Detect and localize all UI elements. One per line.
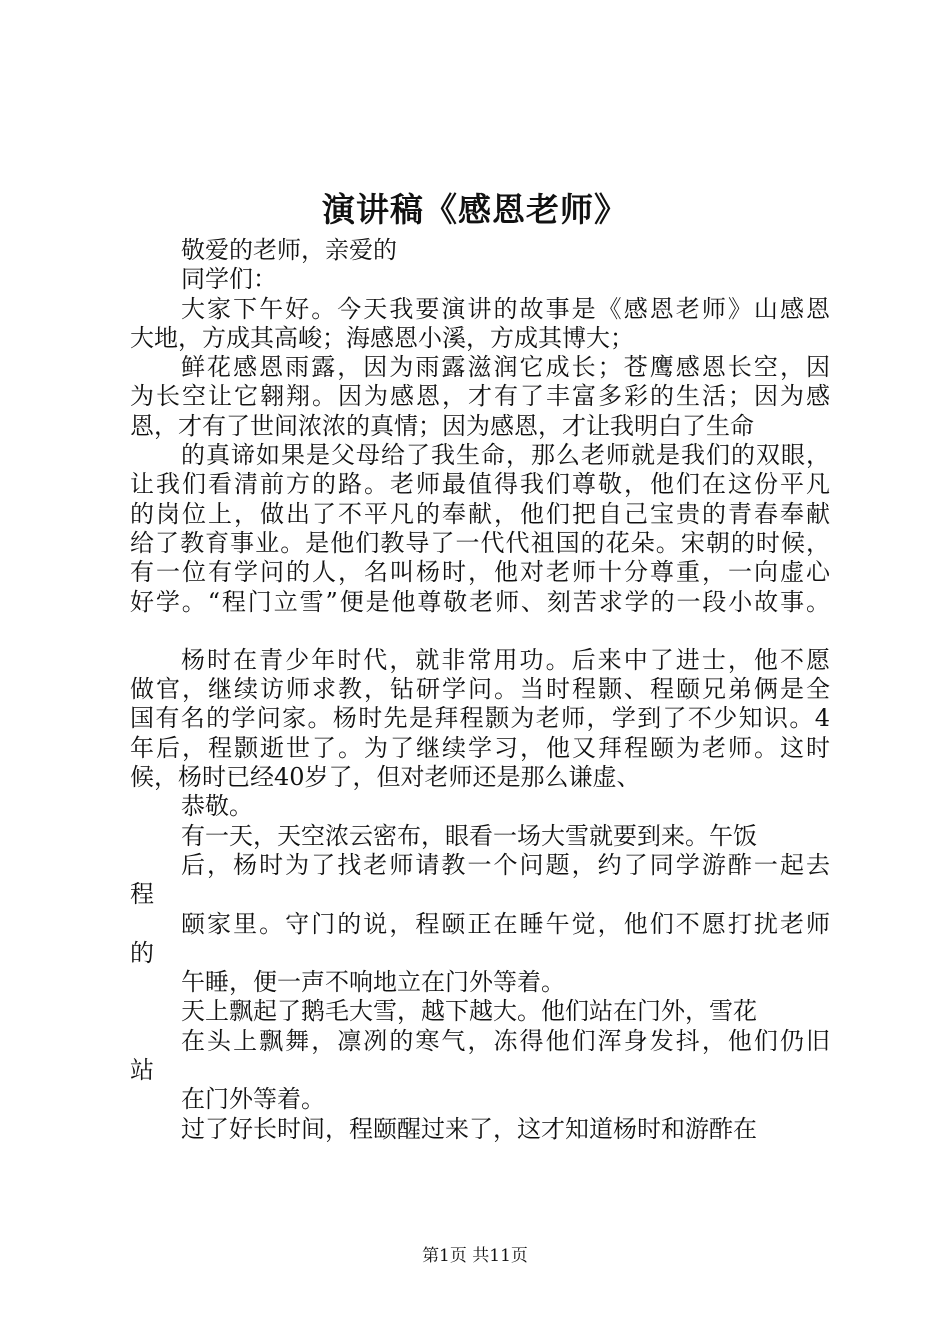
text-line: 午睡，便一声不响地立在门外等着。 — [181, 968, 565, 997]
text-line: 年后，程颢逝世了。为了继续学习，他又拜程颐为老师。这时 — [130, 733, 830, 762]
text-line: 程 — [130, 880, 154, 909]
text-line: 的真谛如果是父母给了我生命，那么老师就是我们的双眼， — [181, 441, 830, 470]
text-line: 鲜花感恩雨露，因为雨露滋润它成长；苍鹰感恩长空，因 — [181, 353, 830, 382]
text-line: 杨时在青少年时代，就非常用功。后来中了进士，他不愿 — [181, 645, 830, 674]
blank-line — [130, 617, 830, 646]
text-line: 站 — [130, 1056, 154, 1085]
text-line: 的 — [130, 938, 154, 967]
text-line: 恩，才有了世间浓浓的真情；因为感恩，才让我明白了生命 — [130, 411, 754, 440]
text-line: 好学。“程门立雪”便是他尊敬老师、刻苦求学的一段小故事。 — [130, 587, 830, 616]
text-line: 国有名的学问家。杨时先是拜程颢为老师，学到了不少知识。4 — [130, 704, 830, 733]
text-line: 恭敬。 — [181, 792, 253, 821]
text-line: 为长空让它翱翔。因为感恩，才有了丰富多彩的生活；因为感 — [130, 382, 830, 411]
page-footer: 第1页 共11页 — [422, 1246, 528, 1266]
text-line: 做官，继续访师求教，钻研学问。当时程颢、程颐兄弟俩是全 — [130, 675, 830, 704]
text-line: 有一天，天空浓云密布，眼看一场大雪就要到来。午饭 — [181, 821, 757, 850]
document-title: 演讲稿《感恩老师》 — [322, 190, 628, 229]
text-line: 给了教育事业。是他们教导了一代代祖国的花朵。宋朝的时候， — [130, 528, 830, 557]
document-body — [130, 236, 830, 1144]
text-line: 大地，方成其高峻；海感恩小溪，方成其博大； — [130, 323, 634, 352]
text-line: 让我们看清前方的路。老师最值得我们尊敬，他们在这份平凡 — [130, 470, 830, 499]
text-line: 过了好长时间，程颐醒过来了，这才知道杨时和游酢在 — [181, 1114, 757, 1143]
text-line: 同学们： — [181, 265, 277, 294]
text-line: 大家下午好。今天我要演讲的故事是《感恩老师》山感恩 — [181, 294, 830, 323]
text-line: 在门外等着。 — [181, 1085, 325, 1114]
text-line: 的岗位上，做出了不平凡的奉献，他们把自己宝贵的青春奉献 — [130, 499, 830, 528]
text-line: 颐家里。守门的说，程颐正在睡午觉，他们不愿打扰老师 — [181, 909, 830, 938]
text-line: 敬爱的老师，亲爱的 — [181, 236, 397, 264]
text-line: 天上飘起了鹅毛大雪，越下越大。他们站在门外，雪花 — [181, 997, 757, 1026]
text-line: 后，杨时为了找老师请教一个问题，约了同学游酢一起去 — [181, 850, 830, 879]
text-line: 在头上飘舞，凛冽的寒气，冻得他们浑身发抖，他们仍旧 — [181, 1026, 830, 1055]
text-line: 有一位有学问的人，名叫杨时，他对老师十分尊重，一向虚心 — [130, 558, 830, 587]
text-line: 候，杨时已经40岁了，但对老师还是那么谦虚、 — [130, 763, 641, 792]
